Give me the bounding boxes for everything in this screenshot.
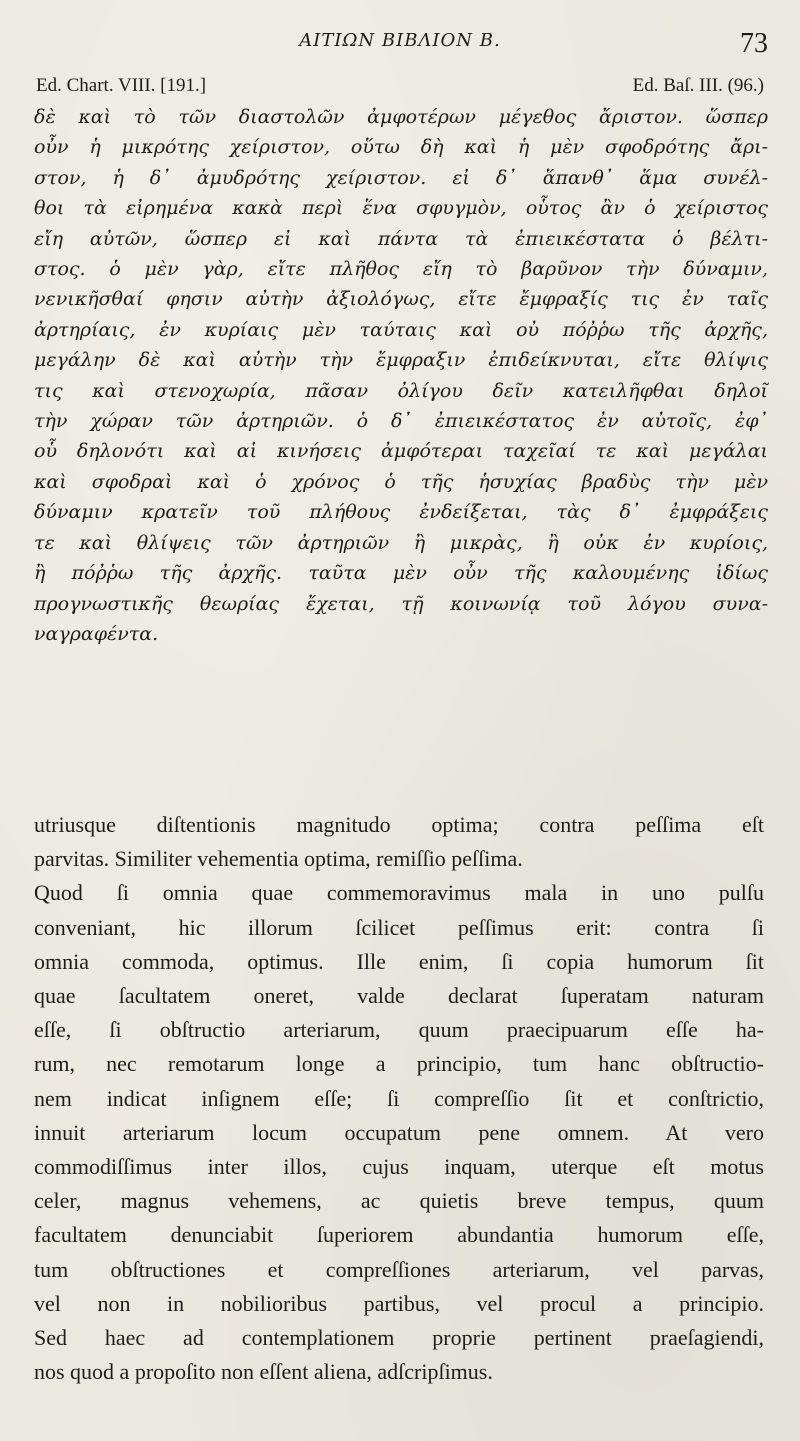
latin-line: quae ſacultatem oneret, valde declarat ſuperatam naturam — [34, 983, 764, 1009]
latin-line: nos quod a propoſito non eſſent aliena, adſcripſimus. — [34, 1359, 493, 1385]
latin-line: Quod ſi omnia quae commemoravimus mala in uno pulſu — [34, 880, 764, 906]
greek-line: τις καὶ στενοχωρία, πᾶσαν ὀλίγου δεῖν κατειλῆφθαι δηλοῖ — [34, 379, 768, 402]
greek-line: ἀρτηρίαις, ἐν κυρίαις μὲν ταύταις καὶ οὐ πόῤῥω τῆς ἀρχῆς, — [34, 318, 768, 341]
page-number: 73 — [740, 28, 768, 59]
running-head: ΑΙΤΙΩΝ ΒΙΒΛΙΟΝ Β. — [299, 30, 501, 51]
latin-line: eſſe, ſi obſtructio arteriarum, quum praecipuarum eſſe ha- — [34, 1017, 764, 1043]
greek-line: προγνωστικῆς θεωρίας ἔχεται, τῇ κοινωνίᾳ τοῦ λόγου συνα- — [34, 592, 768, 615]
greek-line: καὶ σφοδραὶ καὶ ὁ χρόνος ὁ τῆς ἡσυχίας βραδὺς τὴν μὲν — [34, 470, 768, 493]
greek-line: μεγάλην δὲ καὶ αὐτὴν τὴν ἔμφραξιν ἐπιδείκνυται, εἴτε θλίψις — [34, 349, 768, 372]
latin-line: rum, nec remotarum longe a principio, tum hanc obſtructio- — [34, 1051, 764, 1077]
greek-line: τὴν χώραν τῶν ἀρτηριῶν. ὁ δ᾽ ἐπιεικέστατος ἐν αὐτοῖς, ἐφ᾽ — [34, 410, 768, 433]
greek-line: νενικῆσθαί φησιν αὐτὴν ἀξιολόγως, εἴτε ἔμφραξίς τις ἐν ταῖς — [34, 288, 768, 311]
greek-line: δὲ καὶ τὸ τῶν διαστολῶν ἀμφοτέρων μέγεθος ἄριστον. ὥσπερ — [34, 106, 768, 128]
latin-line: nem indicat inſignem eſſe; ſi compreſſio ſit et conſtrictio, — [34, 1085, 764, 1111]
greek-line: στος. ὁ μὲν γὰρ, εἴτε πλῆθος εἴη τὸ βαρῦνον τὴν δύναμιν, — [34, 258, 768, 281]
latin-line: Sed haec ad contemplationem proprie pertinent praeſagiendi, — [34, 1325, 764, 1351]
latin-text-block — [34, 808, 764, 1389]
greek-line: οὖν ἡ μικρότης χείριστον, οὕτω δὴ καὶ ἡ μὲν σφοδρότης ἄρι- — [34, 136, 768, 159]
latin-line: utriusque diſtentionis magnitudo optima; contra peſſima eſt — [34, 812, 764, 837]
latin-line: commodiſſimus inter illos, cujus inquam, uterque eſt motus — [34, 1154, 764, 1180]
latin-line: vel non in nobilioribus partibus, vel procul a principio. — [34, 1290, 764, 1316]
latin-line: tum obſtructiones et compreſſiones arteriarum, vel parvas, — [34, 1256, 764, 1282]
greek-line: ναγραφέντα. — [34, 622, 159, 645]
latin-line: omnia commoda, optimus. Ille enim, ſi copia humorum ſit — [34, 948, 764, 974]
greek-line: οὗ δηλονότι καὶ αἱ κινήσεις ἀμφότεραι ταχεῖαί τε καὶ μεγάλαι — [34, 440, 768, 463]
greek-line: ἢ πόῤῥω τῆς ἀρχῆς. ταῦτα μὲν οὖν τῆς καλουμένης ἰδίως — [34, 562, 768, 585]
latin-line: parvitas. Similiter vehementia optima, remiſſio peſſima. — [34, 846, 523, 872]
greek-line: δύναμιν κρατεῖν τοῦ πλήθους ἐνδείξεται, τὰς δ᾽ ἐμφράξεις — [34, 501, 768, 524]
latin-line: innuit arteriarum locum occupatum pene omnem. At vero — [34, 1119, 764, 1145]
greek-text-block — [34, 102, 768, 649]
greek-line: στον, ἡ δ᾽ ἀμυδρότης χείριστον. εἰ δ᾽ ἅπανθ᾽ ἅμα συνέλ- — [34, 166, 768, 189]
edition-reference-left: Ed. Chart. VIII. [191.] — [36, 75, 207, 96]
latin-line: celer, magnus vehemens, ac quietis breve tempus, quum — [34, 1188, 764, 1214]
greek-line: εἴη αὐτῶν, ὥσπερ εἰ καὶ πάντα τὰ ἐπιεικέστατα ὁ βέλτι- — [34, 227, 768, 250]
edition-reference-right: Ed. Baſ. III. (96.) — [632, 75, 764, 96]
latin-line: conveniant, hic illorum ſcilicet peſſimus erit: contra ſi — [34, 914, 764, 940]
latin-line: facultatem denunciabit ſuperiorem abundantia humorum eſſe, — [34, 1222, 764, 1248]
greek-line: θοι τὰ εἰρημένα κακὰ περὶ ἕνα σφυγμὸν, οὗτος ἂν ὁ χείριστος — [34, 197, 768, 220]
greek-line: τε καὶ θλίψεις τῶν ἀρτηριῶν ἢ μικρὰς, ἢ οὐκ ἐν κυρίοις, — [34, 531, 768, 554]
